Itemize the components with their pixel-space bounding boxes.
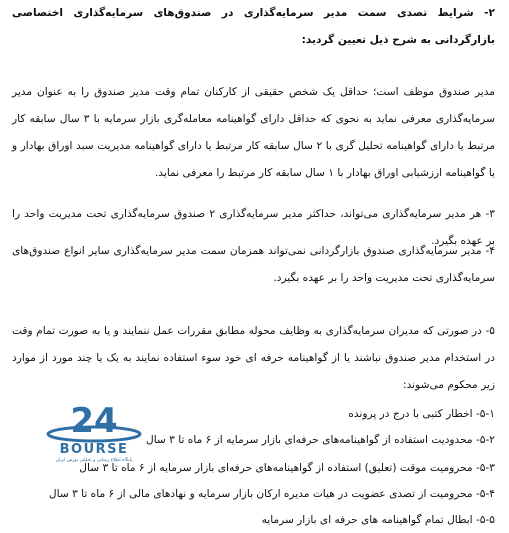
subitem-5-2: ۵-۲- محدودیت استفاده از گواهینامه‌های حرفه‌ای بازار سرمایه از ۶ ماه تا ۳ سال xyxy=(146,434,495,446)
logo-name: BOURSE xyxy=(59,442,129,457)
subitem-5-4: ۵-۴- محرومیت از تصدی عضویت در هیات مدیره ارکان بازار سرمایه و نهادهای مالی از ۶ ماه تا ۳ سال xyxy=(48,488,495,500)
paragraph-5: ۵- در صورتی که مدیران سرمایه‌گذاری به وظایف محوله مطابق مقررات عمل ننمایند و یا به صورت تمام وقت در استخدام مدیر صندوق نباشند یا از گواهینامه حرفه ای خود سوء استفاده نمایند به یک یا چند مورد از موارد زیر محکوم می‌شوند: xyxy=(12,325,495,391)
paragraph-2: ۲- شرایط تصدی سمت مدیر سرمایه‌گذاری در صندوق‌های سرمایه‌گذاری اختصاصی بازارگردانی به شرح ذیل تعیین گردید: xyxy=(12,7,495,46)
logo-number: 24 xyxy=(70,401,118,441)
bourse24-logo xyxy=(44,398,144,468)
logo-tagline: پایگاه اطلاع رسانی و تحلیلی بورس ایران xyxy=(55,458,133,463)
paragraph-4: ۴- مدیر سرمایه‌گذاری صندوق بازارگردانی نمی‌تواند همزمان سمت مدیر سرمایه‌گذاری سایر انواع صندوق‌های سرمایه‌گذاری تحت مدیریت واحد را بر عهده بگیرد. xyxy=(12,245,495,284)
paragraph-manager: مدیر صندوق موظف است؛ حداقل یک شخص حقیقی از کارکنان تمام وقت مدیر صندوق را به عنوان مدیر سرمایه‌گذاری معرفی نماید به نحوی که حداقل دارای گواهینامه معامله‌گری بازار سرمایه با ۳ سال سابقه کار مرتبط یا دارای گواهینامه تحلیل گری با ۲ سال سابقه کار مرتبط یا دارای گواهینامه مدیریت سبد اوراق بهادار و یا گواهینامه ارزشیابی اوراق بهادار با ۱ سال سابقه کار مرتبط را معرفی نماید. xyxy=(12,86,496,179)
subitem-5-5: ۵-۵- ابطال تمام گواهینامه های حرفه ای بازار سرمایه xyxy=(261,514,495,526)
paragraph-3: ۳- هر مدیر سرمایه‌گذاری می‌تواند، حداکثر مدیر سرمایه‌گذاری ۲ صندوق سرمایه‌گذاری تحت مدیریت واحد را بر عهده بگیرد. xyxy=(12,208,495,247)
subitem-5-1: ۵-۱- اخطار کتبی با درج در پرونده xyxy=(348,408,495,420)
subitem-5-3: ۵-۳- محرومیت موقت (تعلیق) استفاده از گواهینامه‌های حرفه‌ای بازار سرمایه از ۶ ماه تا ۳ سال xyxy=(79,462,495,474)
bourse-logo-icon xyxy=(44,398,144,444)
